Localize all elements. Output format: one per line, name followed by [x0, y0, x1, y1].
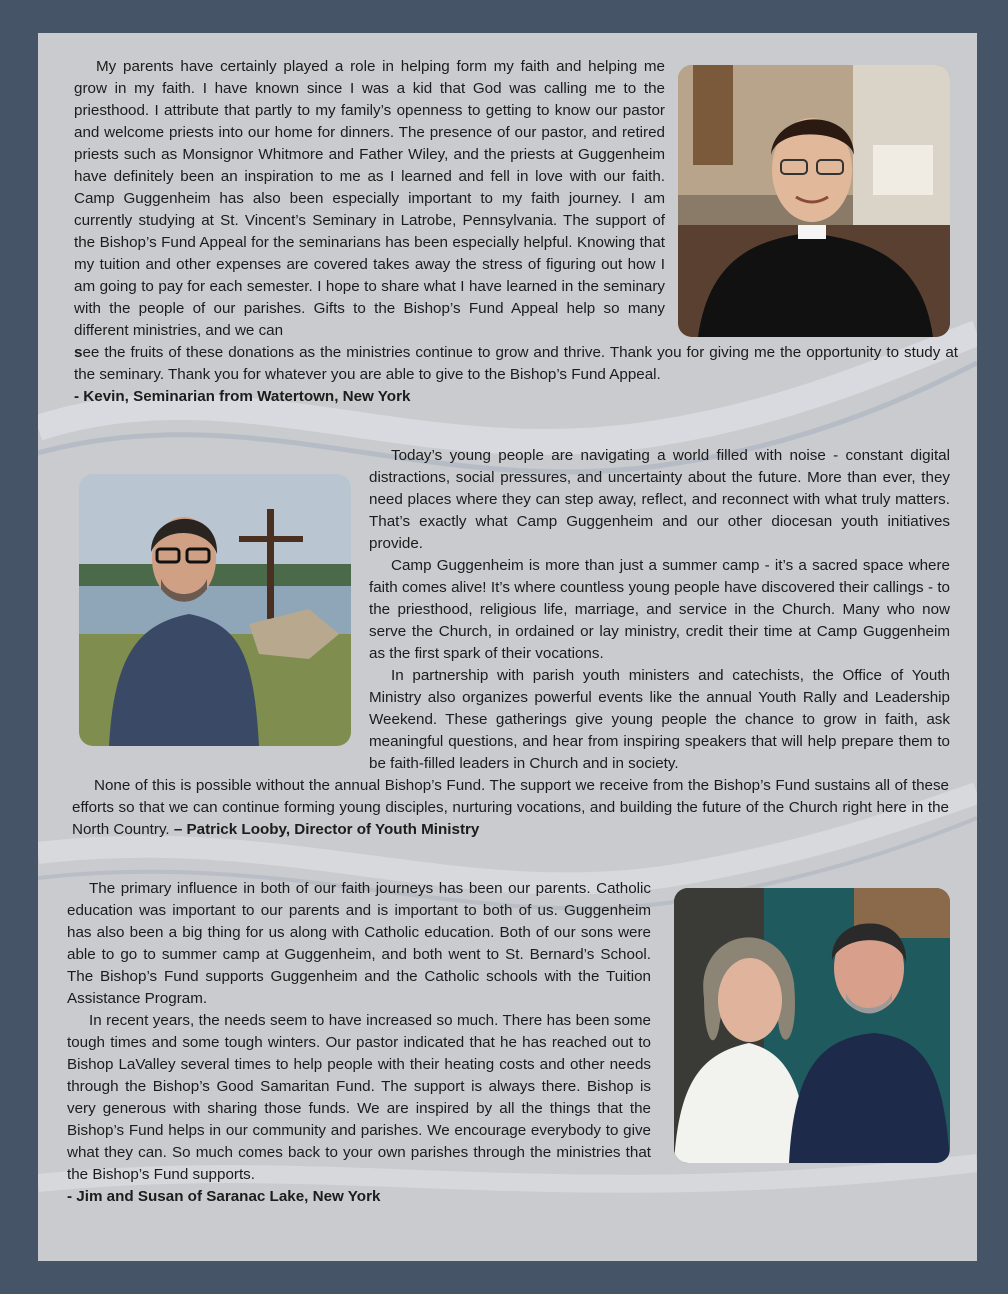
patrick-signature: – Patrick Looby, Director of Youth Ministry [173, 821, 480, 838]
section-1-continuation [74, 342, 958, 408]
page-panel [38, 33, 977, 1261]
kevin-continuation: ee the fruits of these donations as the ministries continue to grow and thrive. Thank you for giving me the opportunity to study at the seminary. Thank you for whatever you are able to give to the Bishop’s Fund Appeal. [74, 344, 958, 383]
jim-susan-photo [674, 888, 950, 1163]
section-2-text [369, 445, 950, 775]
kevin-paragraph: My parents have certainly played a role in helping form my faith and helping me grow in my faith. I have known since I was a kid that God was calling me to the priesthood. I attribute that partly to my family’s openness to getting to know our pastor and welcome priests into our home for dinners. The presence of our pastor, and retired priests such as Monsignor Whitmore and Father Wiley, and the priests at Guggenheim have definitely been an inspiration to me as I learned and fell in love with our faith. Camp Guggenheim has also been especially important to my faith journey. I am currently studying at St. Vincent’s Seminary in Latrobe, Pennsylvania. The support of the Bishop’s Fund Appeal for the seminarians has been especially helpful. Knowing that my tuition and other expenses are covered takes away the stress of figuring out how I am going to pay for each semester. I hope to share what I have learned in the seminary with the people of our parishes. Gifts to the Bishop’s Fund Appeal help so many different ministries, and we can [74, 58, 665, 339]
jim-susan-paragraph-2: In recent years, the needs seem to have increased so much. There has been some tough times and some tough winters. Our pastor indicated that he has reached out to Bishop LaValley several times to help people with their heating costs and other needs through the Bishop’s Good Samaritan Fund. The support is always there. Bishop is very generous with sharing those funds. We are inspired by all the things that the Bishop’s Fund helps in our community and parishes. We encourage everybody to give what they can. So much comes back to your own parishes through the ministries that the Bishop’s Fund supports. [67, 1012, 651, 1183]
patrick-paragraph-2: Camp Guggenheim is more than just a summer camp - it’s a sacred space where faith comes alive! It’s where countless young people have discovered their callings - to the priesthood, religious life, marriage, and service in the Church. Many who now serve the Church, in ordained or lay ministry, credit their time at Camp Guggenheim as the first spark of their vocations. [369, 557, 950, 662]
jim-susan-signature: - Jim and Susan of Saranac Lake, New York [67, 1188, 381, 1205]
kevin-continuation-initial: s [74, 344, 83, 361]
patrick-photo [79, 474, 351, 746]
kevin-signature: - Kevin, Seminarian from Watertown, New York [74, 388, 411, 405]
patrick-closing: None of this is possible without the annual Bishop’s Fund. The support we receive from the Bishop’s Fund sustains all of these efforts so that we can continue forming young disciples, nurturing vocations, and building the future of the Church right here in the North Country. [72, 777, 949, 838]
jim-susan-paragraph-1: The primary influence in both of our faith journeys has been our parents. Catholic education was important to our parents and is important to both of us. Guggenheim has also been a big thing for us along with Catholic education. Both of our sons were able to go to summer camp at Guggenheim, and both went to St. Bernard’s School. The Bishop’s Fund supports Guggenheim and the Catholic schools with the Tuition Assistance Program. [67, 880, 651, 1007]
section-3-text [67, 878, 651, 1208]
section-1-text [74, 56, 665, 342]
patrick-paragraph-1: Today’s young people are navigating a world filled with noise - constant digital distractions, social pressures, and uncertainty about the future. More than ever, they need places where they can step away, reflect, and reconnect with what truly matters. That’s exactly what Camp Guggenheim and our other diocesan youth initiatives provide. [369, 447, 950, 552]
section-2-closing [72, 775, 949, 841]
kevin-photo [678, 65, 950, 337]
patrick-paragraph-3: In partnership with parish youth ministers and catechists, the Office of Youth Ministry also organizes powerful events like the annual Youth Rally and Leadership Weekend. These gatherings give young people the chance to grow in faith, ask meaningful questions, and hear from inspiring speakers that will help prepare them to be faith-filled leaders in Church and in society. [369, 667, 950, 772]
